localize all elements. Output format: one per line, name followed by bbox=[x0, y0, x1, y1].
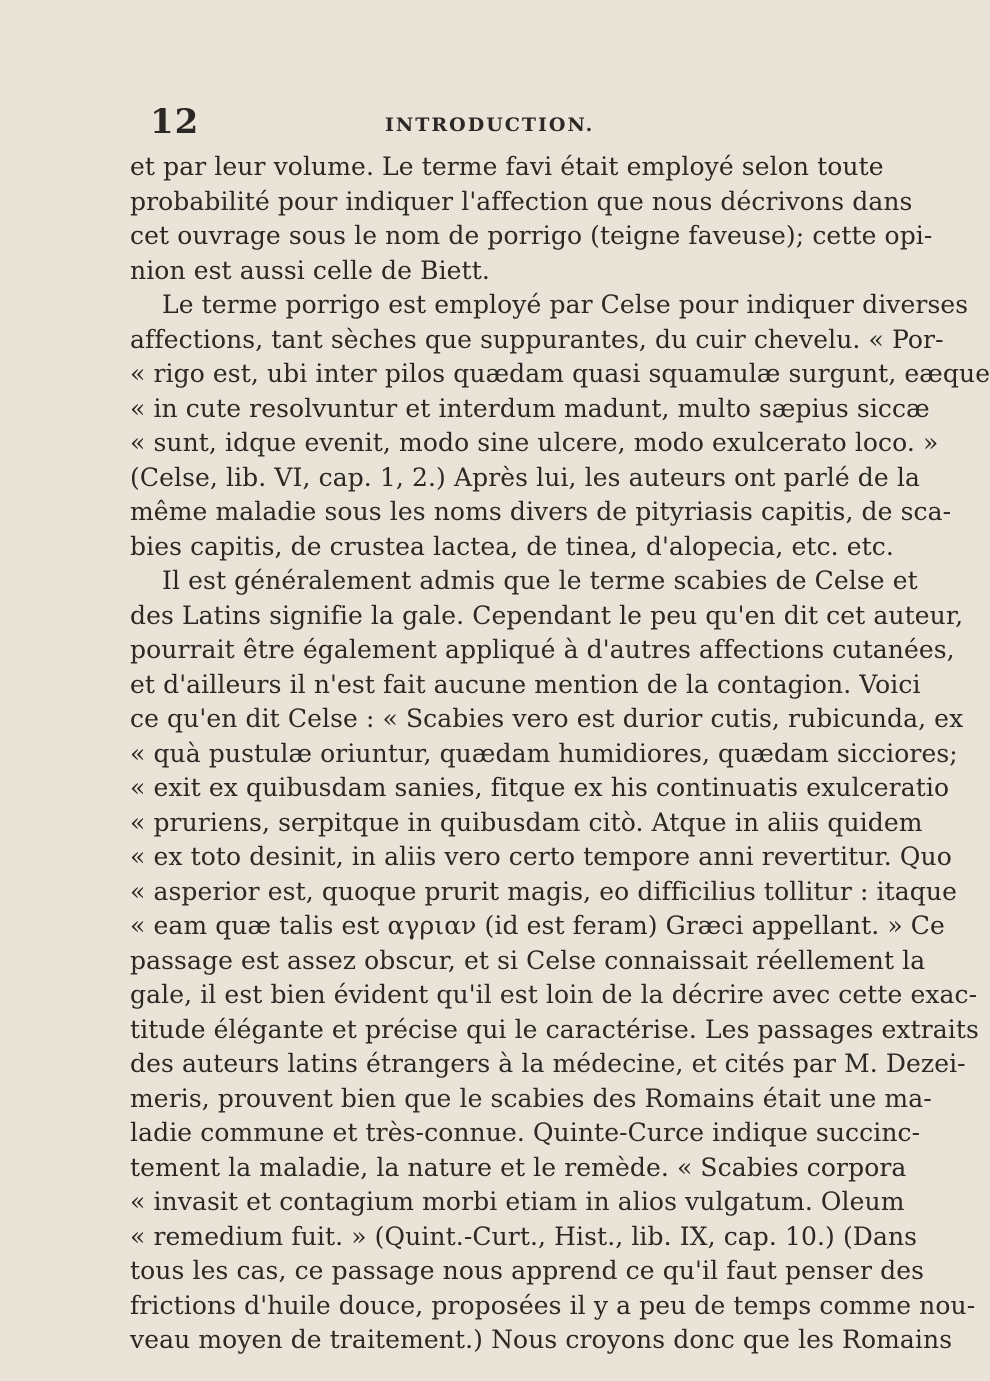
text-line: « quà pustulæ oriuntur, quædam humidiores, quædam sicciores; bbox=[130, 738, 958, 768]
text-line: tous les cas, ce passage nous apprend ce qu'il faut penser des bbox=[130, 1256, 925, 1285]
text-line: ce qu'en dit Celse : « Scabies vero est durior cutis, rubicunda, ex bbox=[130, 704, 964, 733]
text-line: probabilité pour indiquer l'affection que nous décrivons dans bbox=[130, 186, 913, 216]
text-line: Le terme porrigo est employé par Celse pour indiquer diverses bbox=[162, 290, 969, 319]
text-line: titude élégante et précise qui le caractérise. Les passages extraits bbox=[130, 1014, 979, 1044]
text-line: « asperior est, quoque prurit magis, eo difficilius tollitur : itaque bbox=[130, 876, 957, 906]
text-line: et par leur volume. Le terme favi était employé selon toute bbox=[130, 152, 884, 181]
text-line: « exit ex quibusdam sanies, fitque ex his continuatis exulceratio bbox=[130, 773, 950, 802]
body-text bbox=[130, 150, 990, 1358]
text-line: pourrait être également appliqué à d'autres affections cutanées, bbox=[130, 635, 955, 664]
text-line: veau moyen de traitement.) Nous croyons donc que les Romains bbox=[130, 1325, 953, 1354]
text-line: « eam quæ talis est αγριαν (id est feram) Græci appellant. » Ce bbox=[130, 911, 945, 940]
text-line: « sunt, idque evenit, modo sine ulcere, modo exulcerato loco. » bbox=[130, 428, 939, 457]
page-number: 12 bbox=[150, 102, 200, 142]
text-line: gale, il est bien évident qu'il est loin de la décrire avec cette exac- bbox=[130, 980, 978, 1009]
text-line: meris, prouvent bien que le scabies des Romains était une ma- bbox=[130, 1083, 932, 1113]
text-line: même maladie sous les noms divers de pityriasis capitis, de sca- bbox=[130, 497, 952, 526]
text-line: nion est aussi celle de Biett. bbox=[130, 255, 490, 285]
text-line: « rigo est, ubi inter pilos quædam quasi squamulæ surgunt, eæque bbox=[130, 359, 990, 388]
text-line: « ex toto desinit, in aliis vero certo tempore anni revertitur. Quo bbox=[130, 842, 952, 871]
text-line: tement la maladie, la nature et le remède. « Scabies corpora bbox=[130, 1152, 907, 1182]
text-line: frictions d'huile douce, proposées il y a peu de temps comme nou- bbox=[130, 1290, 976, 1320]
text-line: « pruriens, serpitque in quibusdam citò. Atque in aliis quidem bbox=[130, 807, 923, 837]
text-line: des auteurs latins étrangers à la médecine, et cités par M. Dezei- bbox=[130, 1049, 966, 1078]
running-title: INTRODUCTION. bbox=[385, 114, 595, 136]
page-header bbox=[130, 102, 740, 142]
text-line: « invasit et contagium morbi etiam in alios vulgatum. Oleum bbox=[130, 1187, 905, 1216]
text-line: bies capitis, de crustea lactea, de tinea, d'alopecia, etc. etc. bbox=[130, 531, 894, 561]
text-line: passage est assez obscur, et si Celse connaissait réellement la bbox=[130, 945, 926, 975]
text-line: Il est généralement admis que le terme scabies de Celse et bbox=[162, 566, 918, 595]
text-line: affections, tant sèches que suppurantes, du cuir chevelu. « Por- bbox=[130, 324, 944, 354]
text-line: cet ouvrage sous le nom de porrigo (teigne faveuse); cette opi- bbox=[130, 221, 933, 250]
text-line: des Latins signifie la gale. Cependant le peu qu'en dit cet auteur, bbox=[130, 600, 964, 630]
text-line: « remedium fuit. » (Quint.-Curt., Hist., lib. IX, cap. 10.) (Dans bbox=[130, 1221, 918, 1251]
text-line: ladie commune et très-connue. Quinte-Curce indique succinc- bbox=[130, 1118, 921, 1147]
text-line: (Celse, lib. VI, cap. 1, 2.) Après lui, les auteurs ont parlé de la bbox=[130, 462, 920, 492]
text-line: et d'ailleurs il n'est fait aucune mention de la contagion. Voici bbox=[130, 669, 921, 699]
text-line: « in cute resolvuntur et interdum madunt, multo sæpius siccæ bbox=[130, 393, 930, 423]
